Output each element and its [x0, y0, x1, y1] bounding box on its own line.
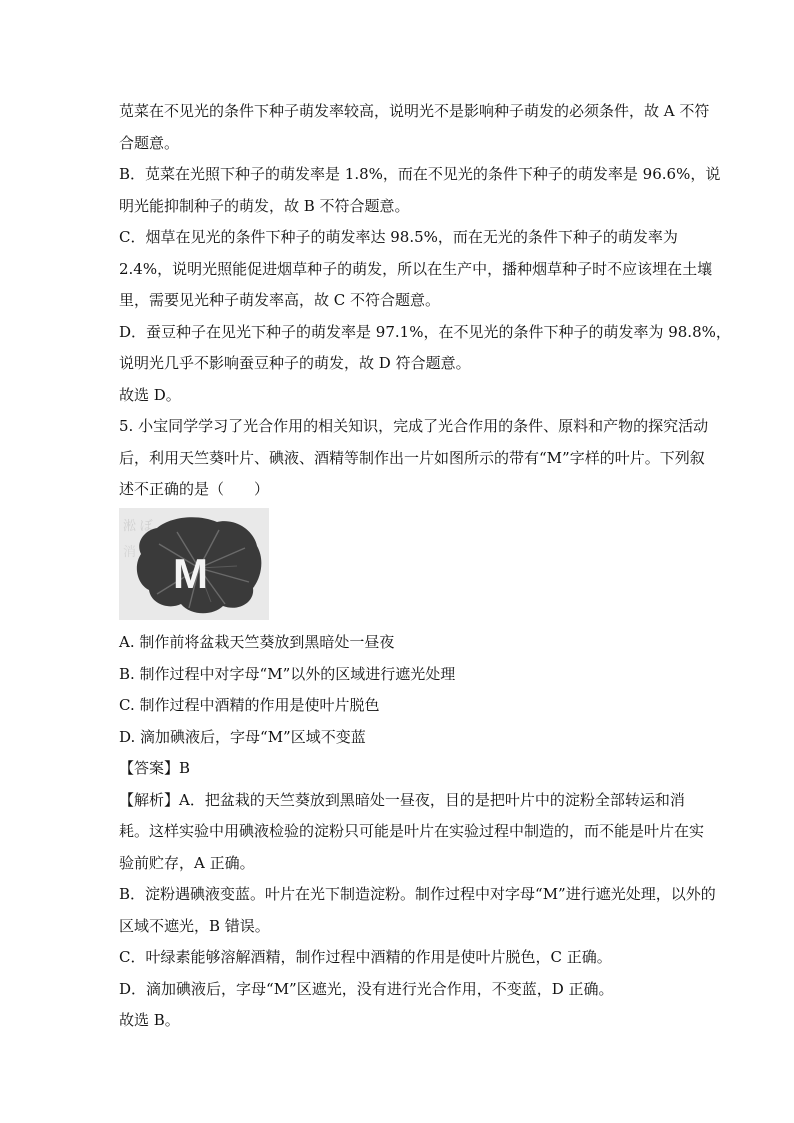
option-d: D. 滴加碘液后，字母“M”区域不变蓝 — [119, 728, 366, 746]
question-stem: 后，利用天竺葵叶片、碘液、酒精等制作出一片如图所示的带有“M”字样的叶片。下列叙 — [119, 449, 705, 467]
answer-line: 【答案】B — [119, 759, 191, 777]
analysis-line: 区域不遮光，B 错误。 — [119, 917, 270, 935]
text-line: 故选 D。 — [119, 386, 181, 404]
analysis-line: 故选 B。 — [119, 1011, 180, 1029]
text-line: 里，需要见光种子萌发率高，故 C 不符合题意。 — [119, 291, 441, 309]
text-line: 苋菜在不见光的条件下种子萌发率较高，说明光不是影响种子萌发的必须条件，故 A 不符 — [119, 102, 710, 120]
leaf-figure — [119, 508, 269, 620]
svg-text:淞 ぼ: 淞 ぼ — [123, 518, 153, 533]
svg-text:消: 消 — [123, 544, 137, 559]
text-line: 2.4%，说明光照能促进烟草种子的萌发，所以在生产中，播种烟草种子时不应该埋在土壤 — [119, 260, 713, 278]
analysis-line: D．滴加碘液后，字母“M”区遮光，没有进行光合作用，不变蓝，D 正确。 — [119, 980, 614, 998]
analysis-line: 耗。这样实验中用碘液检验的淀粉只可能是叶片在实验过程中制造的，而不能是叶片在实 — [119, 822, 705, 840]
leaf-image — [119, 508, 269, 620]
text-line: C．烟草在见光的条件下种子的萌发率达 98.5%，而在无光的条件下种子的萌发率为 — [119, 228, 678, 246]
text-line: 明光能抑制种子的萌发，故 B 不符合题意。 — [119, 197, 410, 215]
text-line: 说明光几乎不影响蚕豆种子的萌发，故 D 符合题意。 — [119, 354, 471, 372]
question-stem: 述不正确的是（ ） — [119, 480, 270, 498]
text-line: B．苋菜在光照下种子的萌发率是 1.8%，而在不见光的条件下种子的萌发率是 96.6%，说 — [119, 165, 721, 183]
option-c: C. 制作过程中酒精的作用是使叶片脱色 — [119, 696, 380, 714]
option-b: B. 制作过程中对字母“M”以外的区域进行遮光处理 — [119, 665, 456, 683]
question-stem: 5. 小宝同学学习了光合作用的相关知识，完成了光合作用的条件、原料和产物的探究活动 — [119, 417, 709, 435]
text-line: 合题意。 — [119, 134, 180, 152]
analysis-line: B．淀粉遇碘液变蓝。叶片在光下制造淀粉。制作过程中对字母“M”进行遮光处理，以外的 — [119, 885, 716, 903]
analysis-line: 【解析】A．把盆栽的天竺葵放到黑暗处一昼夜，目的是把叶片中的淀粉全部转运和消 — [119, 791, 685, 809]
text-line: D．蚕豆种子在见光下种子的萌发率是 97.1%，在不见光的条件下种子的萌发率为 98.8%， — [119, 323, 731, 341]
option-a: A. 制作前将盆栽天竺葵放到黑暗处一昼夜 — [119, 633, 395, 651]
leaf-letter: M — [173, 550, 208, 597]
analysis-line: 验前贮存，A 正确。 — [119, 854, 255, 872]
analysis-line: C．叶绿素能够溶解酒精，制作过程中酒精的作用是使叶片脱色，C 正确。 — [119, 948, 612, 966]
